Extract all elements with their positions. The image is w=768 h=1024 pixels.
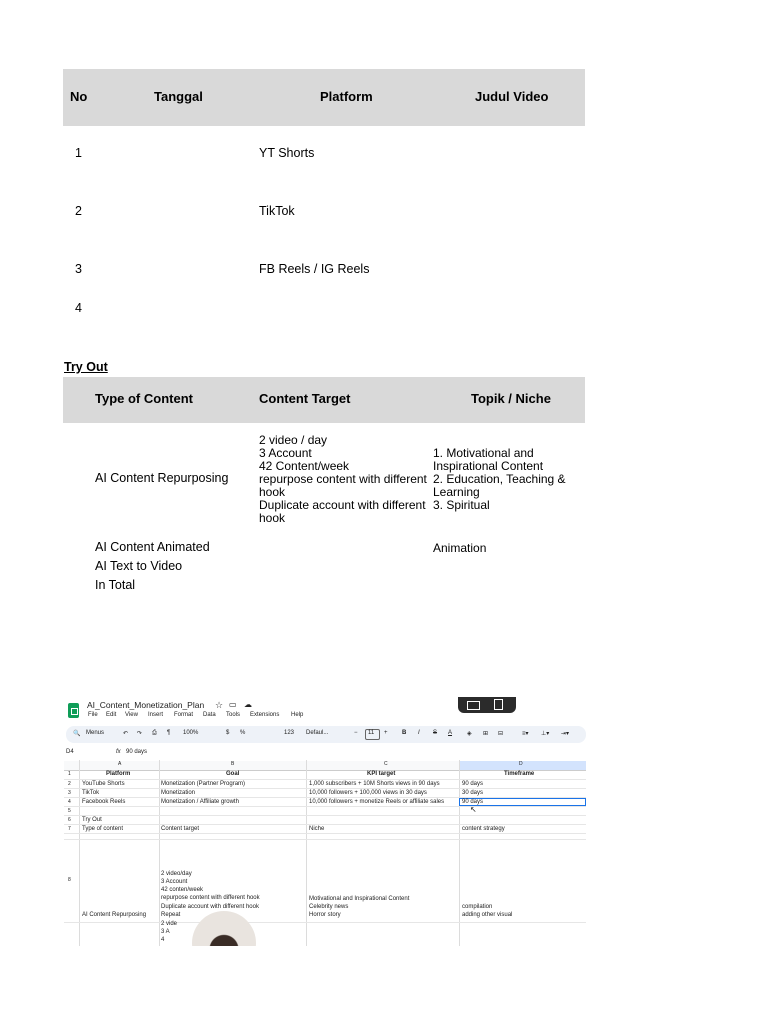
italic-icon[interactable]: I	[418, 730, 420, 736]
valign-icon[interactable]: ⊥▾	[541, 731, 550, 737]
row-number: 1	[68, 771, 71, 777]
cursor-icon: ↖	[470, 805, 477, 814]
type-cell: AI Content Repurposing	[95, 471, 229, 485]
col-header-target: Content Target	[259, 391, 351, 406]
paint-format-icon[interactable]: ¶	[167, 730, 171, 736]
sheet-cell[interactable]: 90 days	[462, 781, 484, 787]
search-icon[interactable]: 🔍	[73, 731, 81, 737]
formula-input[interactable]: 90 days	[126, 749, 148, 755]
sheet-cell[interactable]: Content target	[161, 826, 200, 832]
plus-icon[interactable]: +	[384, 730, 388, 736]
menu-edit[interactable]: Edit	[106, 712, 117, 718]
sheet-cell[interactable]: Duplicate account with different hook	[161, 904, 259, 910]
sheet-cell[interactable]: Type of content	[82, 826, 124, 832]
print-icon[interactable]: ⎙	[152, 730, 157, 736]
folder-icon[interactable]: ▭	[229, 700, 237, 709]
sheet-cell[interactable]: Monetization (Partner Program)	[161, 781, 246, 787]
col-c[interactable]: C	[384, 761, 388, 767]
sheet-cell[interactable]: adding other visual	[462, 912, 513, 918]
row-no: 2	[75, 204, 82, 218]
niche-cell: 1. Motivational and Inspirational Content 2. Education, Teaching & Learning 3. Spiritual	[433, 446, 566, 512]
row-number: 8	[68, 877, 71, 883]
sheet-cell[interactable]: 90 days	[462, 799, 484, 805]
redo-icon[interactable]: ↷	[137, 731, 143, 737]
sheet-header-timeframe[interactable]: Timeframe	[504, 771, 535, 777]
sheet-cell[interactable]: 10,000 followers + 100,000 views in 30 days	[309, 790, 427, 796]
sheet-cell[interactable]: YouTube Shorts	[82, 781, 125, 787]
col-header-platform: Platform	[320, 89, 373, 104]
sheet-cell[interactable]: Facebook Reels	[82, 799, 126, 805]
row-number: 5	[68, 808, 71, 814]
cloud-icon[interactable]: ☁	[244, 700, 252, 709]
col-b[interactable]: B	[231, 761, 235, 767]
target-cell: 2 video / day 3 Account 42 Content/week repurpose content with different hook Duplicate account with different hook	[259, 433, 427, 525]
spreadsheet-screenshot	[64, 697, 586, 946]
minus-icon[interactable]: −	[354, 730, 358, 736]
wrap-icon[interactable]: ⇥▾	[561, 731, 570, 737]
sheet-cell[interactable]: repurpose content with different hook	[161, 895, 260, 901]
niche-cell: Animation	[433, 541, 487, 555]
sheets-logo-icon	[68, 703, 79, 718]
row-no: 4	[75, 301, 82, 315]
col-d[interactable]: D	[519, 761, 523, 767]
col-header-niche: Topik / Niche	[471, 391, 551, 406]
sheet-cell[interactable]: 30 days	[462, 790, 484, 796]
sheet-header-kpi[interactable]: KPI target	[367, 771, 396, 777]
sheet-cell[interactable]: 4	[161, 937, 165, 943]
font-select[interactable]: Defaul...	[306, 730, 329, 736]
row-platform: FB Reels / IG Reels	[259, 262, 370, 276]
row-number: 2	[68, 781, 71, 787]
menu-help[interactable]: Help	[291, 712, 304, 718]
menu-insert[interactable]: Insert	[148, 712, 164, 718]
sheet-cell[interactable]: Motivational and Inspirational Content	[309, 896, 410, 902]
row-number: 3	[68, 790, 71, 796]
menu-view[interactable]: View	[125, 712, 138, 718]
sheet-cell[interactable]: 42 conten/week	[161, 887, 204, 893]
align-icon[interactable]: ≡▾	[522, 731, 529, 737]
tryout-title: Try Out	[64, 360, 108, 374]
menu-format[interactable]: Format	[174, 712, 194, 718]
undo-icon[interactable]: ↶	[123, 731, 129, 737]
star-icon[interactable]: ☆	[215, 700, 224, 710]
sheet-cell[interactable]: Monetization	[161, 790, 196, 796]
col-a[interactable]: A	[118, 761, 122, 767]
row-number: 6	[68, 817, 71, 823]
sheet-cell[interactable]: 2 video/day	[161, 871, 192, 877]
row-no: 3	[75, 262, 82, 276]
menu-tools[interactable]: Tools	[226, 712, 241, 718]
col-header-no: No	[70, 89, 88, 104]
zoom-select[interactable]: 100%	[183, 730, 199, 736]
sheet-cell[interactable]: TikTok	[82, 790, 100, 796]
font-size: 11	[368, 730, 375, 736]
merge-icon[interactable]: ⊟	[498, 731, 504, 737]
row-platform: TikTok	[259, 204, 295, 218]
row-platform: YT Shorts	[259, 146, 315, 160]
sheet-cell[interactable]: 3 Account	[161, 879, 188, 885]
currency-icon[interactable]: $	[226, 730, 230, 736]
col-header-judul-video: Judul Video	[475, 89, 549, 104]
text-color-icon[interactable]: A	[448, 730, 453, 736]
type-cell: In Total	[95, 578, 136, 592]
sheet-cell[interactable]: 10,000 followers + monetize Reels or affiliate sales	[309, 799, 445, 805]
webcam-avatar	[192, 911, 256, 946]
sheet-cell[interactable]: AI Content Repurposing	[82, 912, 147, 918]
strikethrough-icon[interactable]: S	[433, 730, 438, 736]
sheet-cell[interactable]: Horror story	[309, 912, 341, 918]
search-menus[interactable]: Menus	[86, 730, 105, 736]
percent-icon[interactable]: %	[240, 730, 246, 736]
menu-extensions[interactable]: Extensions	[250, 712, 280, 718]
row-number: 7	[68, 826, 71, 832]
sheet-cell[interactable]: compilation	[462, 904, 493, 910]
col-header-type: Type of Content	[95, 391, 193, 406]
sheet-tryout[interactable]: Try Out	[82, 817, 102, 823]
sheet-header-goal[interactable]: Goal	[226, 771, 240, 777]
sheet-cell[interactable]: 2 vide	[161, 921, 178, 927]
type-cell: AI Content Animated	[95, 540, 210, 554]
menu-data[interactable]: Data	[203, 712, 216, 718]
row-no: 1	[75, 146, 82, 160]
type-cell: AI Text to Video	[95, 559, 183, 573]
overlay-controls[interactable]	[458, 697, 516, 713]
sheet-cell[interactable]: content strategy	[462, 826, 505, 832]
borders-icon[interactable]: ⊞	[483, 731, 489, 737]
doc-title[interactable]: AI_Content_Monetization_Plan	[87, 700, 205, 710]
sheet-cell[interactable]: Repeat	[161, 912, 181, 918]
fx-icon: fx	[116, 749, 121, 755]
number-format-icon[interactable]: 123	[284, 730, 295, 736]
sheet-cell[interactable]: 3 A	[161, 929, 170, 935]
sheet-cell[interactable]: 1,000 subscribers + 10M Shorts views in 90 days	[309, 781, 440, 787]
col-header-tanggal: Tanggal	[154, 89, 203, 104]
sheet-header-platform[interactable]: Platform	[106, 771, 131, 777]
bold-icon[interactable]: B	[402, 730, 407, 736]
row-number: 4	[68, 799, 71, 805]
sheet-cell[interactable]: Celebrity news	[309, 904, 349, 910]
fill-color-icon[interactable]: ◈	[467, 731, 472, 737]
sheet-cell[interactable]: Monetization / Affiliate growth	[161, 799, 239, 805]
menu-file[interactable]: File	[88, 712, 98, 718]
cell-reference[interactable]: D4	[66, 749, 74, 755]
sheet-cell[interactable]: Niche	[309, 826, 325, 832]
